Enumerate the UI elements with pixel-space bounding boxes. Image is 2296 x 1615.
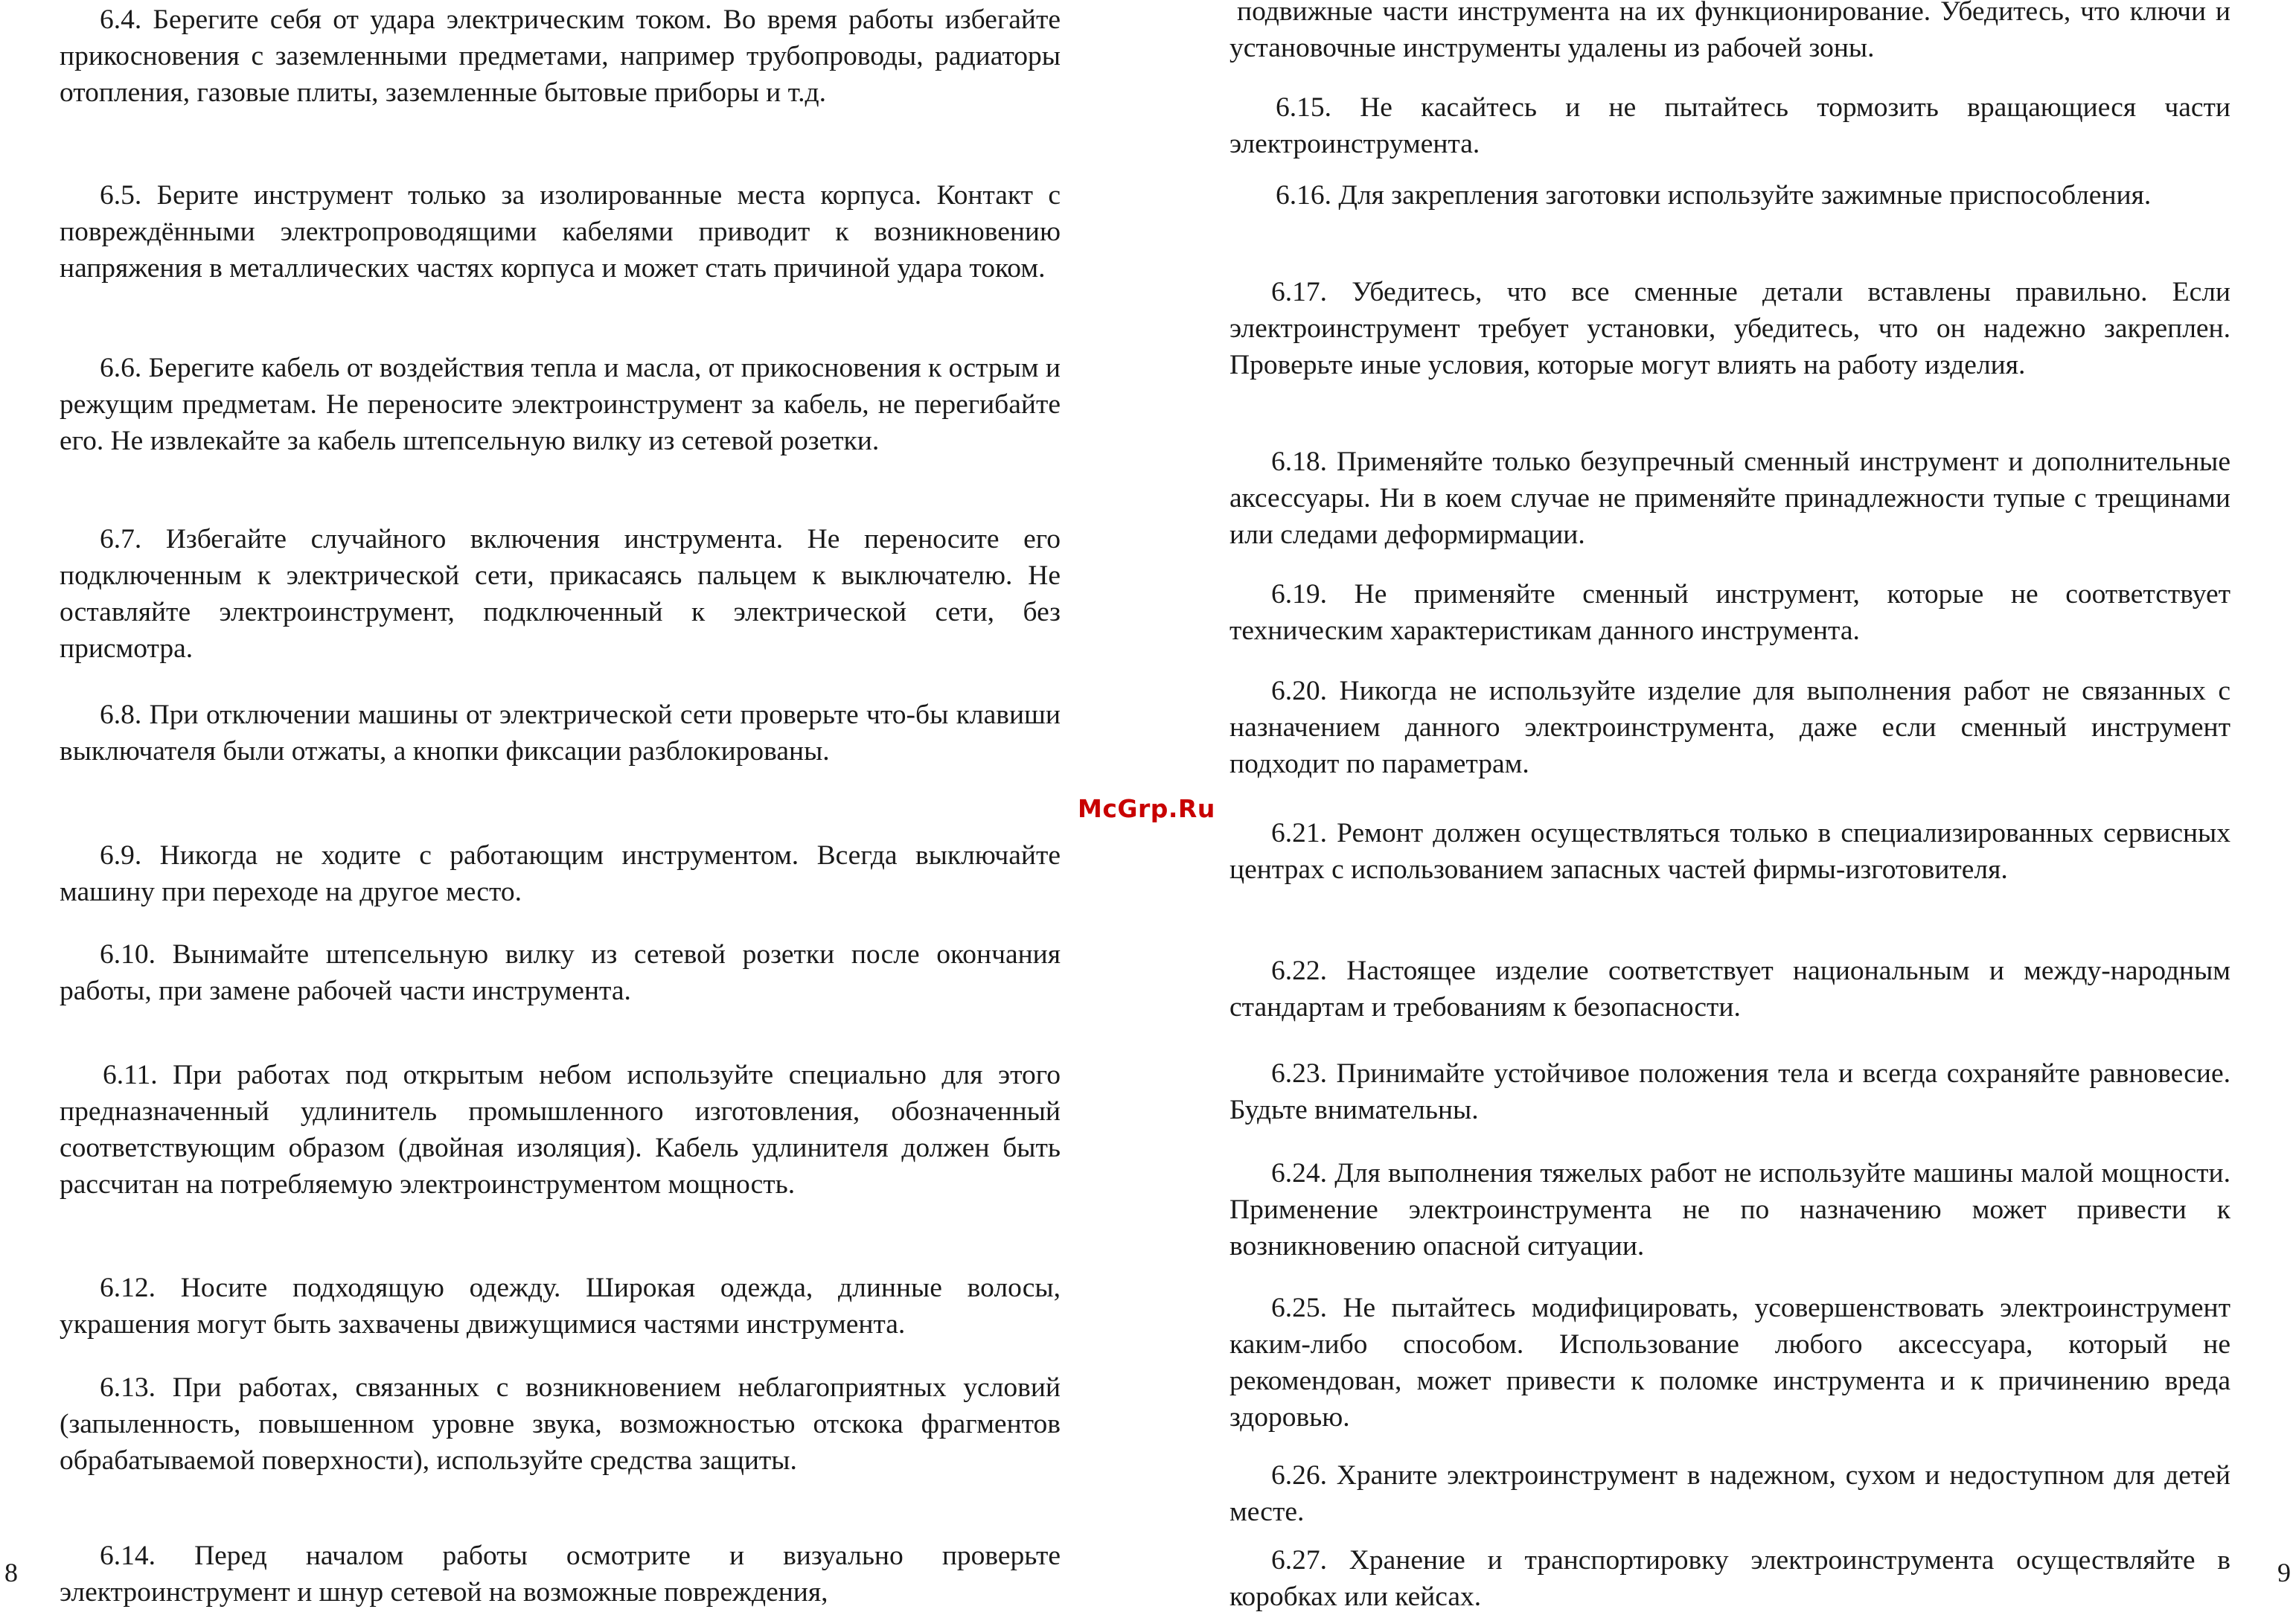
paragraph-6-11: 6.11. При работах под открытым небом используйте специально для этого предназначенный удлинитель промышленного изготовления, обозначенный соответствующим образом (двойная изоляция). Кабель удлинителя должен быть рассчитан на потребляемую электроинструментом мощность. (60, 1060, 1061, 1200)
paragraph-6-25: 6.25. Не пытайтесь модифицировать, усовершенствовать электроинструмент каким-либо способом. Использование любого аксессуара, который не рекомендован, может привести к поломке инструмента и к причинению вреда здоровью. (1229, 1293, 2231, 1433)
paragraph-6-7: 6.7. Избегайте случайного включения инструмента. Не переносите его подключенным к электрической сети, прикасаясь пальцем к выключателю. Не оставляйте электроинструмент, подключенный к электрической сети, без присмотра. (60, 524, 1061, 664)
paragraph-6-15: 6.15. Не касайтесь и не пытайтесь тормозить вращающиеся части электроинструмента. (1229, 92, 2231, 159)
paragraph-6-16: 6.16. Для закрепления заготовки используйте зажимные приспособления. (1276, 180, 2152, 211)
paragraph-6-27: 6.27. Хранение и транспортировку электроинструмента осуществляйте в коробках или кейсах. (1229, 1545, 2231, 1612)
paragraph-6-6: 6.6. Берегите кабель от воздействия тепла и масла, от прикосновения к острым и режущим предметам. Не переносите электроинструмент за кабель, не перегибайте его. Не извлекайте за кабель штепсельную вилку из сетевой розетки. (60, 353, 1061, 456)
paragraph-6-8: 6.8. При отключении машины от электрической сети проверьте что-бы клавиши выключателя были отжаты, а кнопки фиксации разблокированы. (60, 700, 1061, 767)
page-number-right: 9 (2277, 1558, 2291, 1587)
paragraph-continuation: подвижные части инструмента на их функционирование. Убедитесь, что ключи и установочные инструменты удалены из рабочей зоны. (1229, 0, 2231, 63)
paragraph-6-18: 6.18. Применяйте только безупречный сменный инструмент и дополнительные аксессуары. Ни в коем случае не применяйте принадлежности тупые с трещинами или следами деформирмации. (1229, 447, 2231, 550)
paragraph-6-4: 6.4. Берегите себя от удара электрическим током. Во время работы избегайте прикосновения с заземленными предметами, например трубопроводы, радиаторы отопления, газовые плиты, заземленные бытовые приборы и т.д. (60, 4, 1061, 108)
paragraph-6-23: 6.23. Принимайте устойчивое положения тела и всегда сохраняйте равновесие. Будьте внимательны. (1229, 1058, 2231, 1125)
paragraph-6-14: 6.14. Перед началом работы осмотрите и визуально проверьте электроинструмент и шнур сетевой на возможные повреждения, (60, 1541, 1061, 1608)
paragraph-6-12: 6.12. Носите подходящую одежду. Широкая одежда, длинные волосы, украшения могут быть захвачены движущимися частями инструмента. (60, 1273, 1061, 1340)
paragraph-6-26: 6.26. Храните электроинструмент в надежном, сухом и недоступном для детей месте. (1229, 1460, 2231, 1527)
paragraph-6-22: 6.22. Настоящее изделие соответствует национальным и между-народным стандартам и требованиям к безопасности. (1229, 956, 2231, 1023)
paragraph-6-21: 6.21. Ремонт должен осуществляться только в специализированных сервисных центрах с использованием запасных частей фирмы-изготовителя. (1229, 818, 2231, 885)
paragraph-6-20: 6.20. Никогда не используйте изделие для выполнения работ не связанных с назначением данного электроинструмента, даже если сменный инструмент подходит по параметрам. (1229, 676, 2231, 779)
page-number-left: 8 (4, 1558, 18, 1587)
paragraph-6-13: 6.13. При работах, связанных с возникновением неблагоприятных условий (запыленность, повышенном уровне звука, возможностью отскока фрагментов обрабатываемой поверхности), используйте средства защиты. (60, 1372, 1061, 1476)
watermark-text: McGrp.Ru (1078, 794, 1215, 823)
paragraph-6-9: 6.9. Никогда не ходите с работающим инструментом. Всегда выключайте машину при переходе на другое место. (60, 840, 1061, 907)
paragraph-6-24: 6.24. Для выполнения тяжелых работ не используйте машины малой мощности. Применение электроинструмента не по назначению может привести к возникновению опасной ситуации. (1229, 1158, 2231, 1261)
paragraph-6-17: 6.17. Убедитесь, что все сменные детали вставлены правильно. Если электроинструмент требует установки, убедитесь, что он надежно закреплен. Проверьте иные условия, которые могут влиять на работу изделия. (1229, 277, 2231, 380)
paragraph-6-10: 6.10. Вынимайте штепсельную вилку из сетевой розетки после окончания работы, при замене рабочей части инструмента. (60, 939, 1061, 1006)
paragraph-6-19: 6.19. Не применяйте сменный инструмент, которые не соответствует техническим характеристикам данного инструмента. (1229, 579, 2231, 646)
paragraph-6-5: 6.5. Берите инструмент только за изолированные места корпуса. Контакт с повреждёнными электропроводящими кабелями приводит к возникновению напряжения в металлических частях корпуса и может стать причиной удара током. (60, 180, 1061, 284)
